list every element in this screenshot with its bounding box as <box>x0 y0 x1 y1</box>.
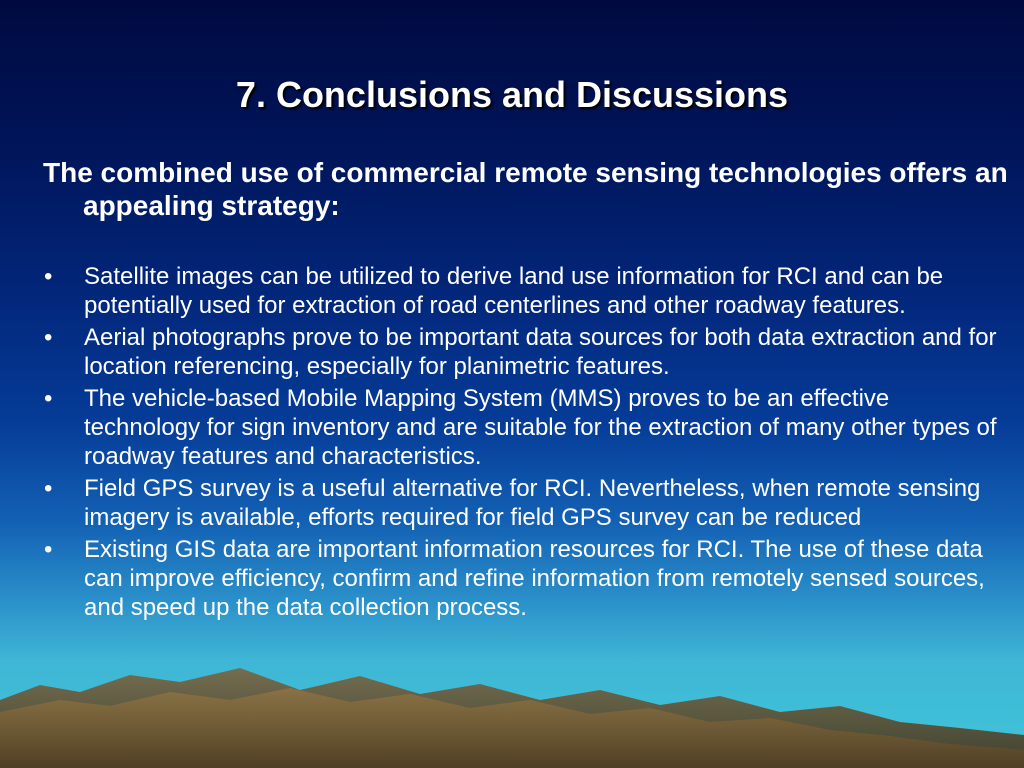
bullet-item-gis <box>44 535 1004 622</box>
bullet-item-aerial <box>44 323 1004 381</box>
bullet-icon: • <box>44 536 53 563</box>
bullet-item-mms <box>44 384 1004 471</box>
bullet-text: Satellite images can be utilized to derive land use information for RCI and can be potentially used for extraction of road centerlines and other roadway features. <box>84 263 944 319</box>
bullet-text: The vehicle-based Mobile Mapping System (MMS) proves to be an effective technology for sign inventory and are suitable for the extraction of many other types of roadway features and characteristics. <box>84 385 997 470</box>
intro-paragraph: The combined use of commercial remote sensing technologies offers an appealing strategy: <box>43 157 1008 221</box>
bullet-item-gps <box>44 474 1004 532</box>
bullet-text: Existing GIS data are important information resources for RCI. The use of these data can improve efficiency, confirm and refine information from remotely sensed sources, and speed up the data collection process. <box>84 536 985 621</box>
bullet-list <box>44 262 1004 625</box>
slide-title: 7. Conclusions and Discussions <box>235 74 789 115</box>
bullet-icon: • <box>44 475 53 502</box>
bullet-icon: • <box>44 263 53 290</box>
bullet-item-satellite <box>44 262 1004 320</box>
bullet-text: Field GPS survey is a useful alternative for RCI. Nevertheless, when remote sensing imagery is available, efforts required for field GPS survey can be reduced <box>84 475 981 531</box>
bullet-icon: • <box>44 324 53 351</box>
bullet-icon: • <box>44 385 53 412</box>
bullet-text: Aerial photographs prove to be important data sources for both data extraction and for location referencing, especially for planimetric features. <box>84 324 997 380</box>
